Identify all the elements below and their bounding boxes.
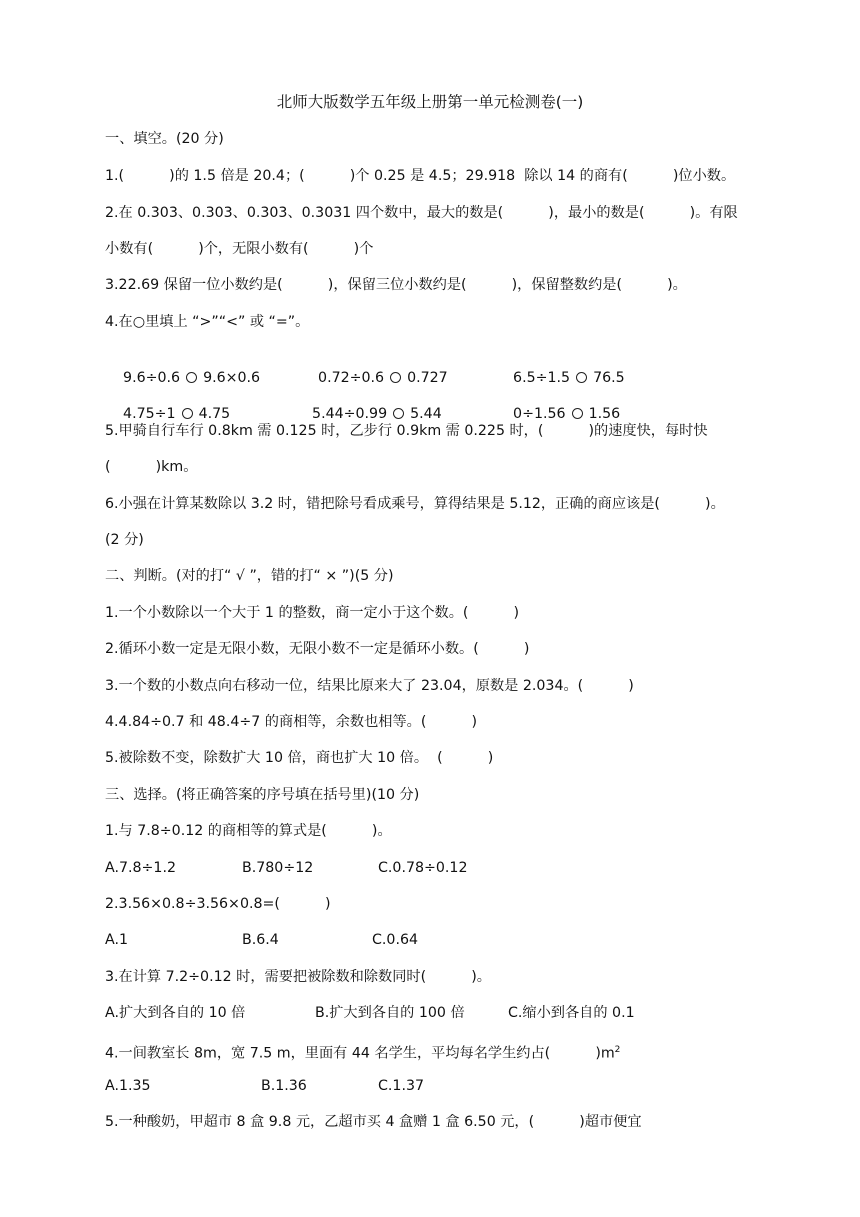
choice-question-4-text: 4.一间教室长 8m，宽 7.5 m，里面有 44 名学生，平均每名学生约占( )m: [105, 1045, 615, 1062]
section-heading-choice: 三、选择。(将正确答案的序号填在括号里)(10 分): [105, 787, 420, 803]
fill-question-2-line-1: 2.在 0.303、0.303、0.303、0.3031 四个数中，最大的数是( )，最小的数是( )。有限: [105, 205, 738, 221]
unit-exponent: 2: [614, 1045, 621, 1055]
compare-left: 5.44÷0.99: [312, 406, 388, 422]
compare-left: 6.5÷1.5: [513, 370, 571, 386]
judge-question-5: 5.被除数不变，除数扩大 10 倍，商也扩大 10 倍。 ( ): [105, 750, 494, 766]
choice-option-a: A.1: [105, 932, 128, 948]
compare-left: 4.75÷1: [123, 406, 176, 422]
compare-right: 76.5: [593, 370, 625, 386]
compare-circle-icon: [572, 408, 583, 419]
compare-left: 0÷1.56: [513, 406, 566, 422]
fill-question-5-line-1: 5.甲骑自行车行 0.8km 需 0.125 时，乙步行 0.9km 需 0.225 时，( )的速度快，每时快: [105, 423, 708, 439]
section-heading-fill: 一、填空。(20 分): [105, 131, 224, 147]
choice-option-c: C.0.78÷0.12: [378, 860, 468, 876]
choice-question-5: 5.一种酸奶，甲超市 8 盒 9.8 元，乙超市买 4 盒赠 1 盒 6.50 元，( )超市便宜: [105, 1114, 642, 1130]
fill-question-3: 3.22.69 保留一位小数约是( )，保留三位小数约是( )，保留整数约是( )。: [105, 277, 687, 293]
choice-question-4: [105, 1040, 620, 1064]
choice-option-b: B.扩大到各自的 100 倍: [315, 1005, 465, 1021]
fill-question-5-line-2: ( )km。: [105, 459, 198, 475]
choice-option-a: A.1.35: [105, 1078, 151, 1094]
fill-question-4: 4.在○里填上 “>”“<” 或 “=”。: [105, 314, 310, 330]
compare-circle-icon: [576, 372, 587, 383]
fill-question-6-line-2: (2 分): [105, 532, 144, 548]
compare-right: 1.56: [588, 406, 621, 422]
compare-right: 4.75: [198, 406, 231, 422]
choice-option-c: C.缩小到各自的 0.1: [508, 1005, 635, 1021]
fill-question-1: 1.( )的 1.5 倍是 20.4；( )个 0.25 是 4.5；29.918 除以 14 的商有( )位小数。: [105, 168, 736, 184]
compare-right: 9.6×0.6: [203, 370, 261, 386]
choice-question-1: 1.与 7.8÷0.12 的商相等的算式是( )。: [105, 823, 392, 839]
judge-question-3: 3.一个数的小数点向右移动一位，结果比原来大了 23.04，原数是 2.034。( ): [105, 678, 634, 694]
section-heading-judge: 二、判断。(对的打“ √ ”，错的打“ × ”)(5 分): [105, 568, 394, 584]
choice-option-c: C.0.64: [372, 932, 419, 948]
compare-circle-icon: [393, 408, 404, 419]
judge-question-4: 4.4.84÷0.7 和 48.4÷7 的商相等，余数也相等。( ): [105, 714, 478, 730]
compare-circle-icon: [186, 372, 197, 383]
compare-circle-icon: [182, 408, 193, 419]
compare-circle-icon: [390, 372, 401, 383]
choice-option-a: A.7.8÷1.2: [105, 860, 176, 876]
compare-right: 0.727: [407, 370, 448, 386]
judge-question-2: 2.循环小数一定是无限小数，无限小数不一定是循环小数。( ): [105, 641, 530, 657]
choice-question-3: 3.在计算 7.2÷0.12 时，需要把被除数和除数同时( )。: [105, 969, 491, 985]
choice-option-b: B.1.36: [261, 1078, 307, 1094]
choice-question-2: 2.3.56×0.8÷3.56×0.8=( ): [105, 896, 331, 912]
choice-option-b: B.6.4: [242, 932, 279, 948]
page-title: 北师大版数学五年级上册第一单元检测卷(一): [276, 93, 584, 111]
choice-option-c: C.1.37: [378, 1078, 425, 1094]
judge-question-1: 1.一个小数除以一个大于 1 的整数，商一定小于这个数。( ): [105, 605, 520, 621]
compare-left: 0.72÷0.6: [318, 370, 385, 386]
choice-option-a: A.扩大到各自的 10 倍: [105, 1005, 246, 1021]
fill-question-2-line-2: 小数有( )个，无限小数有( )个: [105, 241, 374, 257]
fill-question-6-line-1: 6.小强在计算某数除以 3.2 时，错把除号看成乘号，算得结果是 5.12，正确的商应该是( )。: [105, 496, 725, 512]
compare-left: 9.6÷0.6: [123, 370, 181, 386]
compare-right: 5.44: [410, 406, 442, 422]
choice-option-b: B.780÷12: [242, 860, 314, 876]
